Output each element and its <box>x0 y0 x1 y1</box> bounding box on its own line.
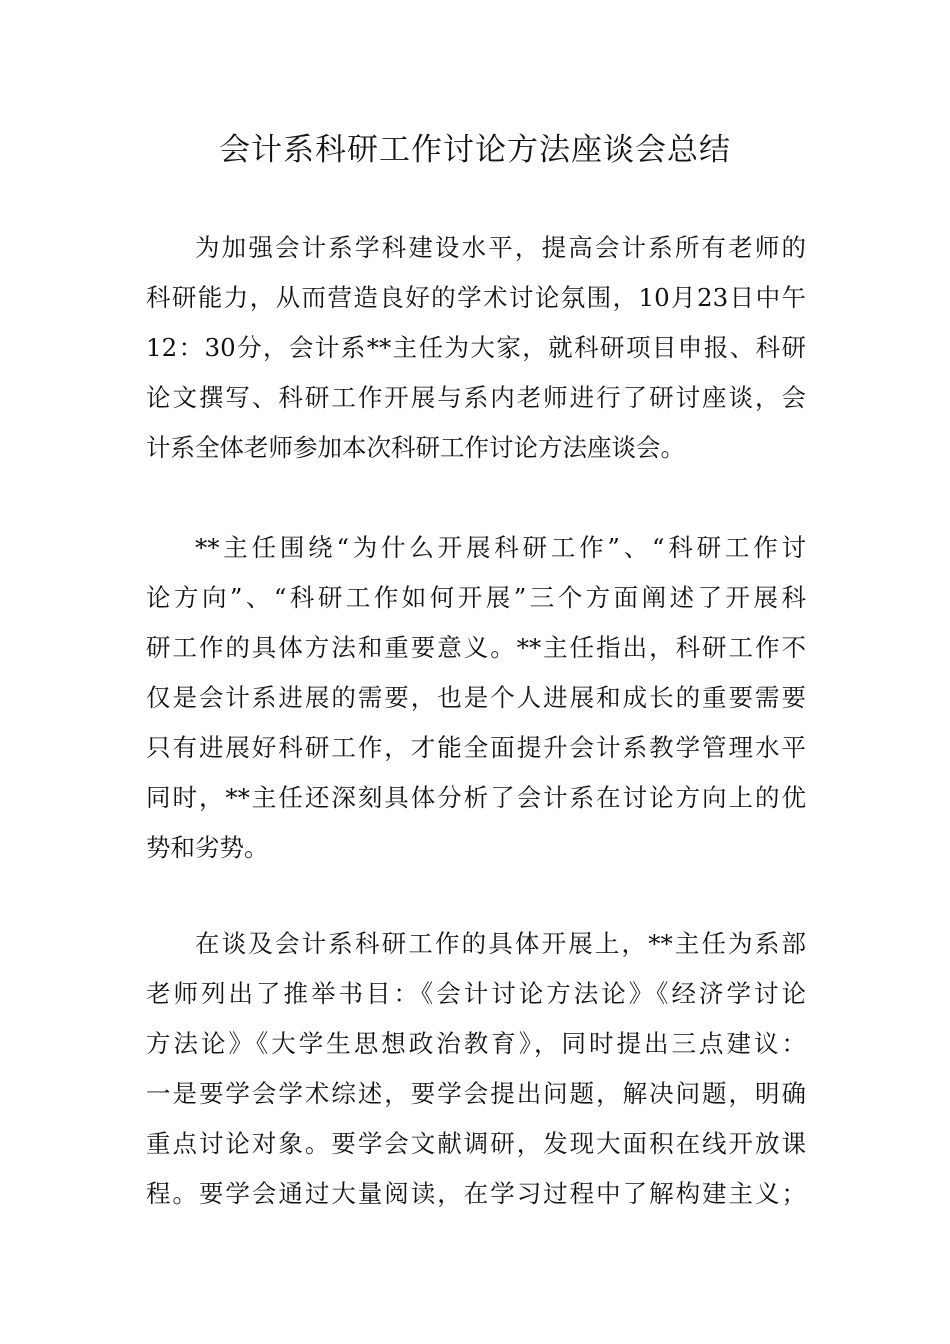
paragraph-line: 论文撰写、科研工作开展与系内老师进行了研讨座谈，会 <box>146 383 806 412</box>
paragraph-line: 仅是会计系进展的需要，也是个人进展和成长的重要需要 <box>146 683 806 712</box>
paragraph-line: 论方向”、“科研工作如何开展”三个方面阐述了开展科 <box>146 583 806 612</box>
paragraph-line: 重点讨论对象。要学会文献调研，发现大面积在线开放课 <box>146 1129 806 1158</box>
paragraph-line: 为加强会计系学科建设水平，提高会计系所有老师的 <box>195 233 806 262</box>
paragraph-line: 科研能力，从而营造良好的学术讨论氛围，10月23日中午 <box>146 283 806 312</box>
paragraph-line: 12：30分，会计系**主任为大家，就科研项目申报、科研 <box>146 333 806 362</box>
paragraph-line: 同时，**主任还深刻具体分析了会计系在讨论方向上的优 <box>146 783 806 812</box>
paragraph-line: 研工作的具体方法和重要意义。**主任指出，科研工作不 <box>146 633 806 662</box>
paragraph-line: 在谈及会计系科研工作的具体开展上，**主任为系部 <box>195 929 806 958</box>
paragraph-line: 一是要学会学术综述，要学会提出问题，解决问题，明确 <box>146 1079 806 1108</box>
paragraph-line: 计系全体老师参加本次科研工作讨论方法座谈会。 <box>146 433 685 462</box>
paragraph-line: 势和劣势。 <box>146 833 269 862</box>
paragraph-line: 老师列出了推举书目：《会计讨论方法论》《经济学讨论 <box>146 979 806 1008</box>
paragraph-line: 方法论》《大学生思想政治教育》，同时提出三点建议： <box>146 1029 806 1058</box>
document-title: 会计系科研工作讨论方法座谈会总结 <box>219 132 731 168</box>
paragraph-line: 只有进展好科研工作，才能全面提升会计系教学管理水平 <box>146 733 806 762</box>
paragraph-line: **主任围绕“为什么开展科研工作”、“科研工作讨 <box>195 533 806 562</box>
paragraph-line: 程。要学会通过大量阅读，在学习过程中了解构建主义； <box>146 1179 806 1208</box>
